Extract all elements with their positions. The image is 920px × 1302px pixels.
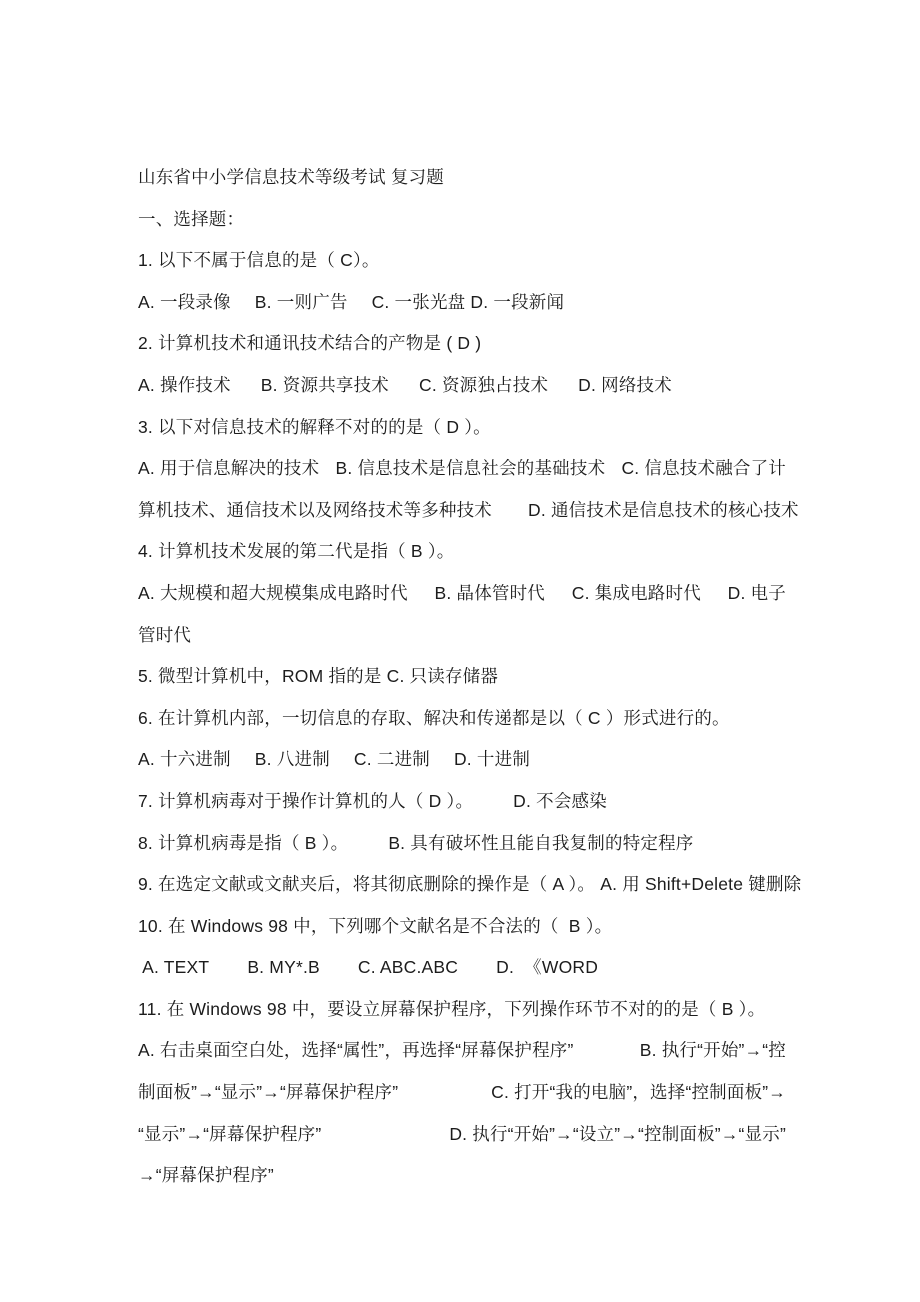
document-line — [138, 989, 786, 1031]
document-title-line — [138, 157, 786, 199]
line-segment: C. 集成电路时代 — [571, 582, 701, 603]
document-line — [138, 698, 786, 740]
document-line — [138, 864, 802, 906]
document-line — [138, 739, 786, 781]
line-segment: B. 信息技术是信息社会的基础技术 — [335, 458, 606, 479]
document-line — [138, 199, 786, 241]
line-segment: 5. 微型计算机中，ROM 指的是 C. 只读存储器 — [138, 666, 499, 687]
line-segment: A. 大规模和超大规模集成电路时代 — [138, 582, 408, 603]
document-line — [138, 1030, 786, 1072]
document-line — [138, 906, 786, 948]
line-segment: 4. 计算机技术发展的第二代是指（ B ）。 — [138, 541, 455, 562]
line-segment: 1. 以下不属于信息的是（ C）。 — [138, 250, 380, 271]
line-segment: D. 网络技术 — [578, 374, 672, 395]
line-segment: B. 执行“开始”→“控 — [639, 1040, 786, 1061]
line-segment: A. 十六进制 — [138, 749, 231, 770]
line-segment: C. ABC.ABC — [357, 957, 459, 978]
line-segment: D. 不会感染 — [513, 790, 607, 811]
document-line — [138, 490, 799, 532]
line-segment: 8. 计算机病毒是指（ B ）。 — [138, 832, 349, 853]
line-segment: B. 资源共享技术 — [260, 374, 389, 395]
line-segment: A. 一段录像 — [138, 291, 231, 312]
line-segment: →“屏幕保护程序” — [138, 1165, 274, 1186]
line-segment: 算机技术、通信技术以及网络技术等多种技术 — [138, 499, 492, 520]
line-segment: 制面板”→“显示”→“屏幕保护程序” — [138, 1082, 399, 1103]
line-segment: A. 用于信息解决的技术 — [138, 458, 320, 479]
line-segment: 管时代 — [138, 624, 192, 645]
line-segment: D. 电子 — [727, 582, 786, 603]
document-line — [138, 656, 786, 698]
line-segment: 11. 在 Windows 98 中，要设立屏幕保护程序，下列操作环节不对的的是（ B ）。 — [138, 998, 766, 1019]
line-segment: 2. 计算机技术和通讯技术结合的产物是 ( D ) — [138, 333, 482, 354]
document-line — [138, 407, 786, 449]
line-segment: D. 《WORD — [496, 957, 599, 978]
line-segment: B. 八进制 — [254, 749, 330, 770]
line-segment: 3. 以下对信息技术的解释不对的的是（ D ）。 — [138, 416, 491, 437]
document-line — [138, 1114, 786, 1156]
document-line — [138, 615, 786, 657]
document-line — [138, 1155, 786, 1197]
line-segment: D. 执行“开始”→“设立”→“控制面板”→“显示” — [449, 1123, 786, 1144]
document-line — [138, 323, 786, 365]
line-segment: B. 具有破坏性且能自我复制的特定程序 — [388, 832, 694, 853]
line-segment: D. 通信技术是信息技术的核心技术 — [528, 499, 799, 520]
line-segment: 7. 计算机病毒对于操作计算机的人（ D ）。 — [138, 790, 474, 811]
line-segment: C. 信息技术融合了计 — [621, 458, 786, 479]
line-segment: A. TEXT — [138, 957, 210, 978]
line-segment: C. 打开“我的电脑”，选择“控制面板”→ — [491, 1082, 786, 1103]
line-segment: C. 一张光盘 D. 一段新闻 — [371, 291, 565, 312]
document-line — [138, 282, 786, 324]
document-line — [138, 365, 786, 407]
line-segment: B. 晶体管时代 — [434, 582, 546, 603]
line-segment: 一、选择题： — [138, 208, 245, 229]
line-segment: C. 二进制 — [353, 749, 430, 770]
line-segment: 9. 在选定文献或文献夹后，将其彻底删除的操作是（ A ）。 A. 用 Shift+Delete 键删除 — [138, 874, 802, 895]
line-segment: C. 资源独占技术 — [419, 374, 549, 395]
document-line — [138, 448, 786, 490]
line-segment: 6. 在计算机内部，一切信息的存取、解决和传递都是以（ C ）形式进行的。 — [138, 707, 730, 728]
line-segment: 10. 在 Windows 98 中，下列哪个文献名是不合法的（ B ）。 — [138, 915, 613, 936]
line-segment: B. 一则广告 — [254, 291, 348, 312]
line-segment: D. 十进制 — [453, 749, 531, 770]
document-line — [138, 781, 786, 823]
line-segment: 山东省中小学信息技术等级考试 复习题 — [138, 167, 444, 187]
document-body — [138, 157, 802, 1197]
line-segment: B. MY*.B — [247, 957, 320, 978]
document-line — [138, 823, 786, 865]
line-segment: A. 操作技术 — [138, 374, 231, 395]
document-line — [138, 1072, 786, 1114]
document-line — [138, 573, 786, 615]
line-segment: A. 右击桌面空白处，选择“属性”，再选择“屏幕保护程序” — [138, 1040, 574, 1061]
line-segment: “显示”→“屏幕保护程序” — [138, 1123, 322, 1144]
document-line — [138, 531, 786, 573]
document-line — [138, 240, 786, 282]
document-line — [138, 947, 786, 989]
